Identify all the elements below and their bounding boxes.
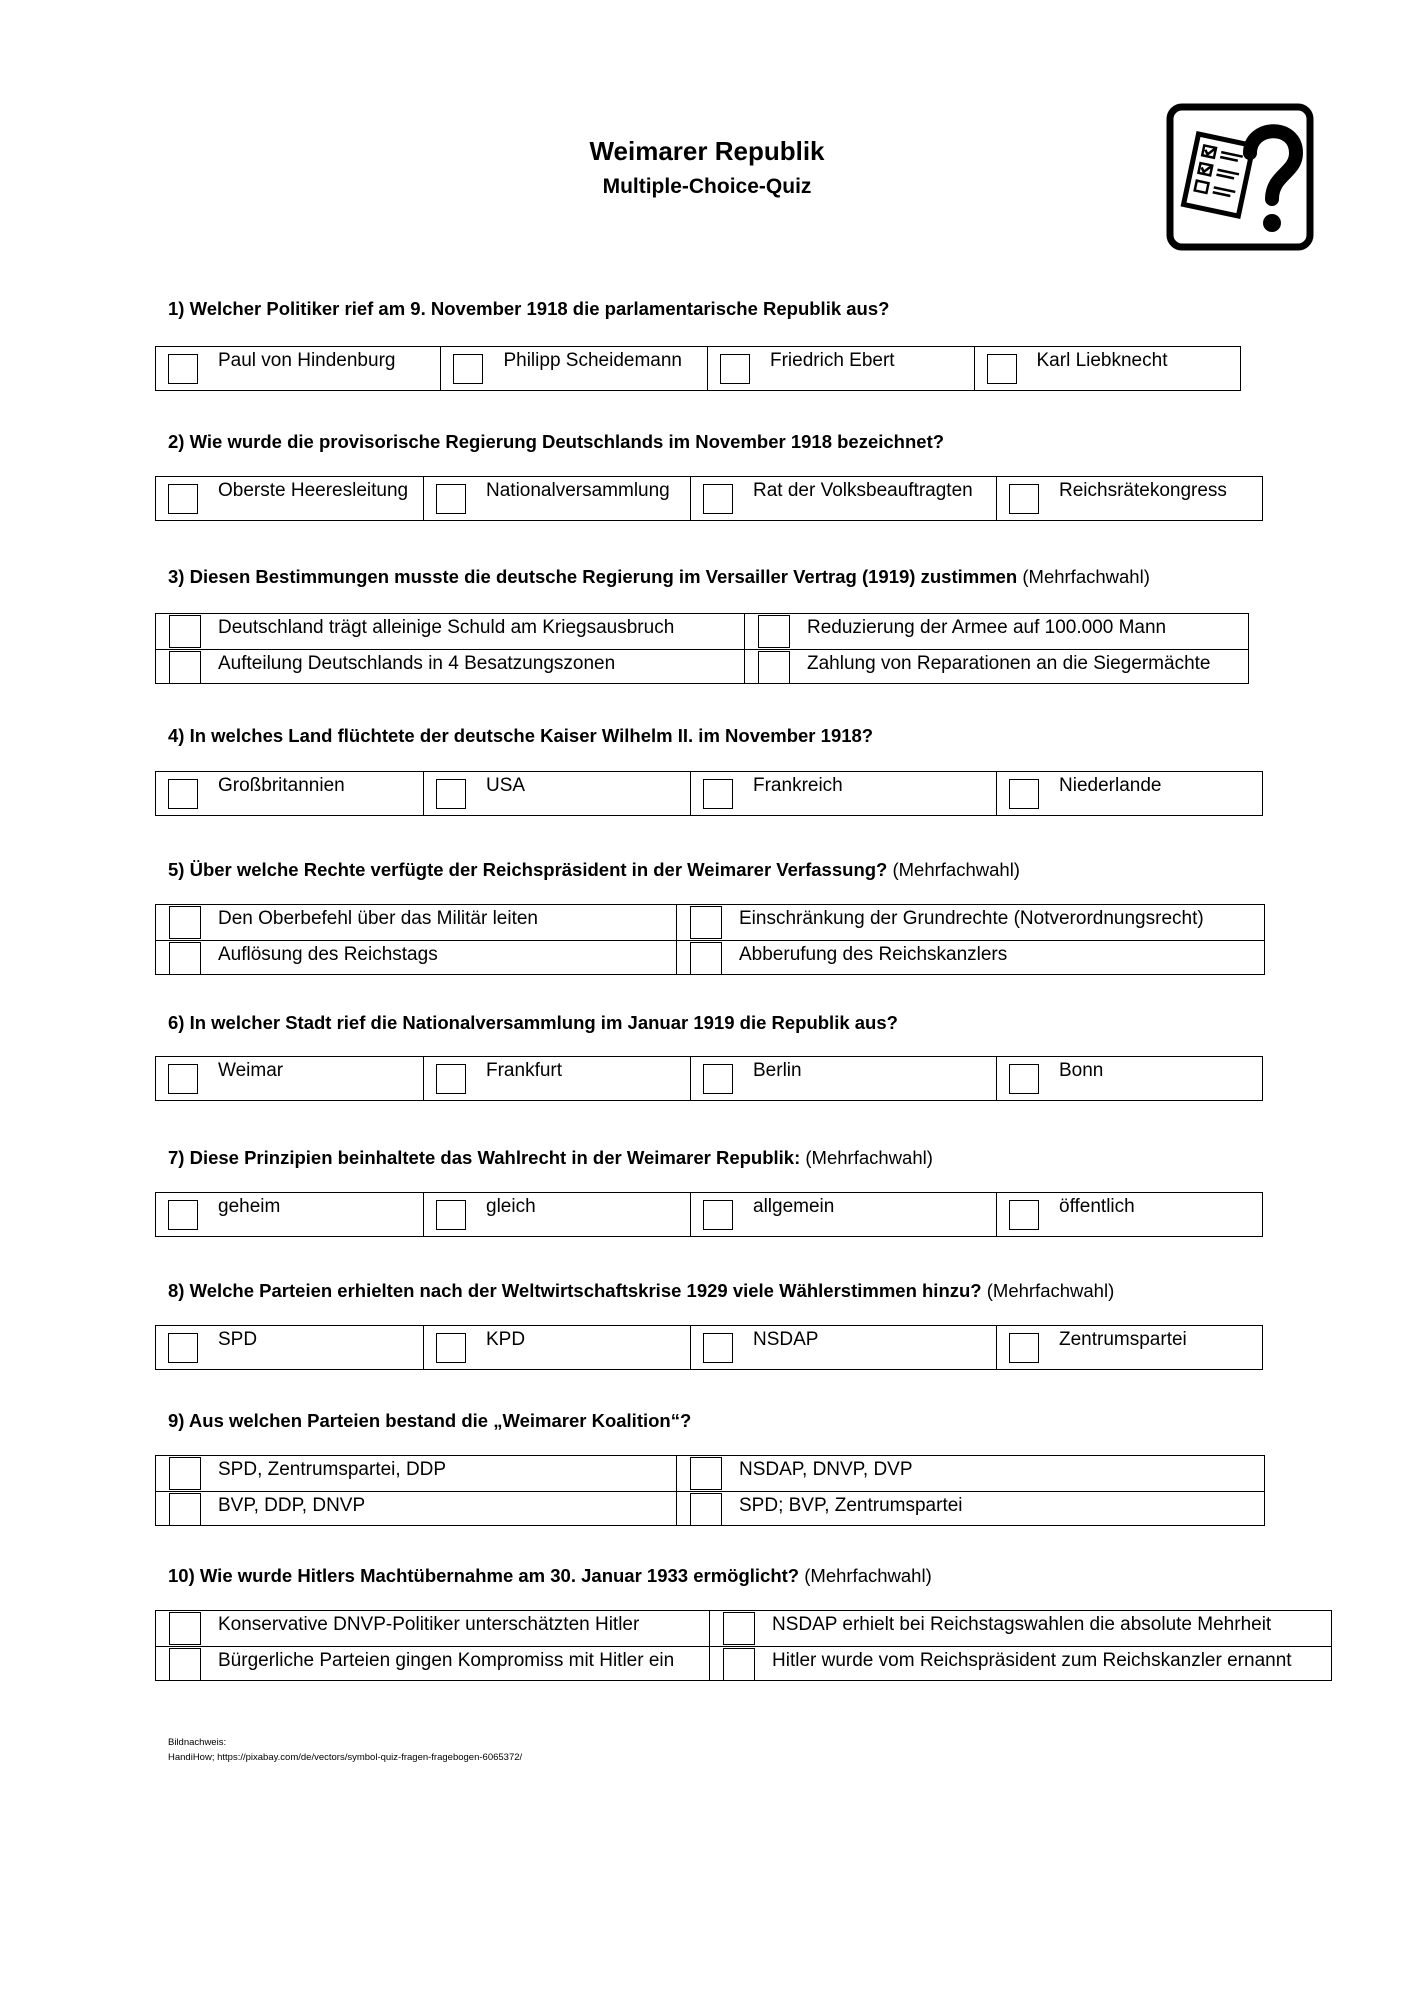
option-q8-c[interactable] <box>690 1326 996 1369</box>
checkbox[interactable] <box>436 484 466 514</box>
option-q6-b[interactable] <box>423 1057 690 1100</box>
checkbox[interactable] <box>168 1064 198 1094</box>
option-q7-c[interactable] <box>690 1193 996 1236</box>
option-label: NSDAP, DNVP, DVP <box>739 1459 913 1480</box>
option-label: Oberste Heeresleitung <box>218 480 409 501</box>
question-note: (Mehrfachwahl) <box>1022 566 1150 587</box>
option-q5-b[interactable] <box>676 905 1264 940</box>
option-label: KPD <box>486 1329 526 1350</box>
checkbox[interactable] <box>1009 1200 1039 1230</box>
option-q9-c[interactable] <box>156 1492 676 1526</box>
checkbox[interactable] <box>703 779 733 809</box>
option-q9-a[interactable] <box>156 1456 676 1491</box>
checkbox[interactable] <box>168 354 198 384</box>
option-label: Zentrumspartei <box>1059 1329 1187 1350</box>
checkbox[interactable] <box>436 1333 466 1363</box>
option-label: Einschränkung der Grundrechte (Notverordnungsrecht) <box>739 908 1204 929</box>
option-label: Deutschland trägt alleinige Schuld am Kriegsausbruch <box>218 617 675 638</box>
option-q8-a[interactable] <box>156 1326 423 1369</box>
options-row <box>156 905 1264 940</box>
option-label: geheim <box>218 1196 281 1217</box>
option-label: Bürgerliche Parteien gingen Kompromiss mit Hitler ein <box>218 1650 675 1671</box>
options-row <box>156 1611 1331 1646</box>
checkbox[interactable] <box>169 1493 201 1526</box>
option-label: Niederlande <box>1059 775 1162 796</box>
option-label: öffentlich <box>1059 1196 1135 1217</box>
option-label: NSDAP <box>753 1329 819 1350</box>
option-q3-a[interactable] <box>156 614 744 649</box>
checkbox[interactable] <box>703 1200 733 1230</box>
option-label: Abberufung des Reichskanzlers <box>739 944 1008 965</box>
option-label: Zahlung von Reparationen an die Siegermächte <box>807 653 1211 674</box>
option-label: Den Oberbefehl über das Militär leiten <box>218 908 539 929</box>
option-label: NSDAP erhielt bei Reichstagswahlen die absolute Mehrheit <box>772 1614 1272 1635</box>
options-grid-q9 <box>155 1455 1265 1526</box>
option-label: Frankreich <box>753 775 843 796</box>
checkbox[interactable] <box>1009 1333 1039 1363</box>
question-text: 5) Über welche Rechte verfügte der Reichspräsident in der Weimarer Verfassung? <box>168 859 888 880</box>
option-q2-b[interactable] <box>423 477 690 520</box>
option-q4-a[interactable] <box>156 772 423 815</box>
options-row <box>156 1646 1331 1681</box>
question-text: 8) Welche Parteien erhielten nach der Weltwirtschaftskrise 1929 viele Wählerstimmen hinzu? <box>168 1280 982 1301</box>
question-note: (Mehrfachwahl) <box>804 1565 932 1586</box>
checkbox[interactable] <box>169 1457 201 1490</box>
quiz-checklist-question-mark-icon <box>1166 103 1314 251</box>
option-q10-c[interactable] <box>156 1647 709 1681</box>
options-row-q7 <box>155 1192 1263 1237</box>
question-5 <box>168 859 1020 881</box>
option-label: allgemein <box>753 1196 835 1217</box>
options-grid-q10 <box>155 1610 1332 1681</box>
options-row <box>156 1456 1264 1491</box>
page-subtitle: Multiple-Choice-Quiz <box>602 175 812 198</box>
option-label: Hitler wurde vom Reichspräsident zum Reichskanzler ernannt <box>772 1650 1292 1671</box>
option-label: Philipp Scheidemann <box>503 350 682 371</box>
checkbox[interactable] <box>169 942 201 975</box>
checkbox[interactable] <box>758 615 790 648</box>
checkbox[interactable] <box>169 906 201 939</box>
option-q5-d[interactable] <box>676 941 1264 975</box>
options-grid-q5 <box>155 904 1265 975</box>
checkbox[interactable] <box>720 354 750 384</box>
option-q2-c[interactable] <box>690 477 996 520</box>
option-label: Weimar <box>218 1060 284 1081</box>
question-1 <box>168 298 889 320</box>
option-q9-d[interactable] <box>676 1492 1264 1526</box>
option-label: Berlin <box>753 1060 802 1081</box>
option-label: Reichsrätekongress <box>1059 480 1227 501</box>
checkbox[interactable] <box>168 484 198 514</box>
option-label: SPD, Zentrumspartei, DDP <box>218 1459 447 1480</box>
option-q4-d[interactable] <box>996 772 1262 815</box>
option-label: Frankfurt <box>486 1060 563 1081</box>
checkbox[interactable] <box>169 1648 201 1681</box>
option-label: Großbritannien <box>218 775 345 796</box>
option-q1-d[interactable] <box>974 347 1241 390</box>
checkbox[interactable] <box>723 1648 755 1681</box>
checkbox[interactable] <box>436 779 466 809</box>
option-q8-b[interactable] <box>423 1326 690 1369</box>
checkbox[interactable] <box>169 1612 201 1645</box>
image-credit-source: HandiHow; https://pixabay.com/de/vectors/symbol-quiz-fragen-fragebogen-6065372/ <box>168 1752 523 1763</box>
option-q1-a[interactable] <box>156 347 440 390</box>
options-row-q6 <box>155 1056 1263 1101</box>
checkbox[interactable] <box>703 484 733 514</box>
question-text: 3) Diesen Bestimmungen musste die deutsche Regierung im Versailler Vertrag (1919) zustimmen <box>168 566 1018 587</box>
question-8 <box>168 1280 1114 1302</box>
option-label: USA <box>486 775 526 796</box>
option-q4-c[interactable] <box>690 772 996 815</box>
option-q2-d[interactable] <box>996 477 1262 520</box>
checkbox[interactable] <box>723 1612 755 1645</box>
options-row <box>156 1491 1264 1526</box>
question-note: (Mehrfachwahl) <box>805 1147 933 1168</box>
option-q9-b[interactable] <box>676 1456 1264 1491</box>
checkbox[interactable] <box>436 1200 466 1230</box>
option-q3-d[interactable] <box>744 650 1248 684</box>
option-q6-a[interactable] <box>156 1057 423 1100</box>
question-text: 1) Welcher Politiker rief am 9. November 1918 die parlamentarische Republik aus? <box>168 298 890 319</box>
question-note: (Mehrfachwahl) <box>892 859 1020 880</box>
option-label: SPD <box>218 1329 258 1350</box>
checkbox[interactable] <box>703 1333 733 1363</box>
options-row-q2 <box>155 476 1263 521</box>
option-q4-b[interactable] <box>423 772 690 815</box>
options-row-q4 <box>155 771 1263 816</box>
checkbox[interactable] <box>169 615 201 648</box>
question-text: 2) Wie wurde die provisorische Regierung Deutschlands im November 1918 bezeichnet? <box>168 431 945 452</box>
option-label: Aufteilung Deutschlands in 4 Besatzungszonen <box>218 653 616 674</box>
question-text: 9) Aus welchen Parteien bestand die „Weimarer Koalition“? <box>168 1410 692 1431</box>
options-row-q1 <box>155 346 1241 391</box>
question-text: 4) In welches Land flüchtete der deutsche Kaiser Wilhelm II. im November 1918? <box>168 725 874 746</box>
checkbox[interactable] <box>168 779 198 809</box>
option-label: BVP, DDP, DNVP <box>218 1495 366 1516</box>
option-label: Rat der Volksbeauftragten <box>753 480 973 501</box>
checkbox[interactable] <box>758 651 790 684</box>
option-q7-d[interactable] <box>996 1193 1262 1236</box>
checkbox[interactable] <box>436 1064 466 1094</box>
question-2 <box>168 431 944 453</box>
option-q1-b[interactable] <box>440 347 707 390</box>
option-q1-c[interactable] <box>707 347 974 390</box>
option-q5-a[interactable] <box>156 905 676 940</box>
checkbox[interactable] <box>168 1200 198 1230</box>
checkbox[interactable] <box>987 354 1017 384</box>
option-label: Auflösung des Reichstags <box>218 944 438 965</box>
option-label: SPD; BVP, Zentrumspartei <box>739 1495 963 1516</box>
checkbox[interactable] <box>690 942 722 975</box>
checkbox[interactable] <box>1009 484 1039 514</box>
option-q6-d[interactable] <box>996 1057 1262 1100</box>
option-label: Nationalversammlung <box>486 480 670 501</box>
option-q10-b[interactable] <box>709 1611 1331 1646</box>
options-row-q8 <box>155 1325 1263 1370</box>
option-label: Paul von Hindenburg <box>218 350 396 371</box>
option-label: gleich <box>486 1196 536 1217</box>
option-q3-b[interactable] <box>744 614 1248 649</box>
question-text: 7) Diese Prinzipien beinhaltete das Wahlrecht in der Weimarer Republik: <box>168 1147 801 1168</box>
question-note: (Mehrfachwahl) <box>986 1280 1115 1301</box>
option-q6-c[interactable] <box>690 1057 996 1100</box>
option-q3-c[interactable] <box>156 650 744 684</box>
question-text: 6) In welcher Stadt rief die Nationalversammlung im Januar 1919 die Republik aus? <box>168 1012 898 1033</box>
option-q8-d[interactable] <box>996 1326 1262 1369</box>
options-row <box>156 614 1248 649</box>
page-title: Weimarer Republik <box>589 136 825 166</box>
question-6 <box>168 1012 898 1034</box>
option-q5-c[interactable] <box>156 941 676 975</box>
question-7 <box>168 1147 933 1169</box>
image-credit-heading: Bildnachweis: <box>168 1737 227 1748</box>
question-3 <box>168 566 1150 588</box>
option-q7-b[interactable] <box>423 1193 690 1236</box>
option-label: Friedrich Ebert <box>769 350 895 371</box>
option-label: Konservative DNVP-Politiker unterschätzten Hitler <box>218 1614 640 1635</box>
checkbox[interactable] <box>690 1493 722 1526</box>
option-q10-d[interactable] <box>709 1647 1331 1681</box>
checkbox[interactable] <box>169 651 201 684</box>
question-text: 10) Wie wurde Hitlers Machtübernahme am 30. Januar 1933 ermöglicht? <box>168 1565 800 1586</box>
option-label: Reduzierung der Armee auf 100.000 Mann <box>807 617 1167 638</box>
option-label: Bonn <box>1059 1060 1104 1081</box>
checkbox[interactable] <box>690 906 722 939</box>
checkbox[interactable] <box>168 1333 198 1363</box>
options-grid-q3 <box>155 613 1249 684</box>
checkbox[interactable] <box>1009 1064 1039 1094</box>
options-row <box>156 649 1248 684</box>
checkbox[interactable] <box>453 354 483 384</box>
options-row <box>156 940 1264 975</box>
question-4 <box>168 725 873 747</box>
option-label: Karl Liebknecht <box>1036 350 1168 371</box>
checkbox[interactable] <box>1009 779 1039 809</box>
question-10 <box>168 1565 932 1587</box>
option-q2-a[interactable] <box>156 477 423 520</box>
checkbox[interactable] <box>690 1457 722 1490</box>
option-q7-a[interactable] <box>156 1193 423 1236</box>
checkbox[interactable] <box>703 1064 733 1094</box>
question-9 <box>168 1410 691 1432</box>
option-q10-a[interactable] <box>156 1611 709 1646</box>
